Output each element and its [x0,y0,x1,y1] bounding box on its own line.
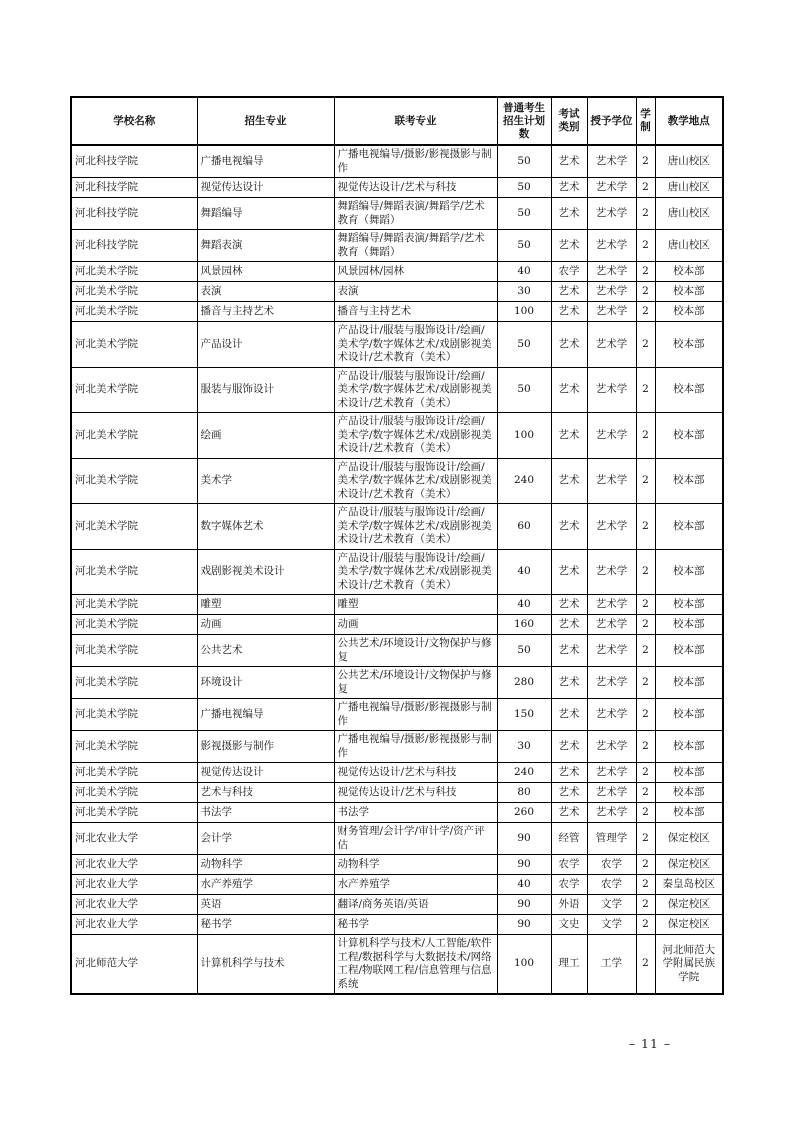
cell-planned-enrollment: 40 [497,875,551,895]
cell-study-duration: 2 [636,855,655,875]
cell-enrollment-major: 视觉传达设计 [197,763,334,783]
table-header-row [71,97,723,145]
cell-degree-conferred: 艺术学 [587,635,636,667]
cell-school-name: 河北美术学院 [71,322,197,368]
cell-study-duration: 2 [636,875,655,895]
cell-joint-exam-major: 视觉传达设计/艺术与科技 [334,783,497,803]
cell-enrollment-major: 美术学 [197,458,334,504]
cell-exam-category: 外语 [551,895,587,915]
cell-teaching-location: 校本部 [655,302,723,322]
cell-enrollment-major: 会计学 [197,823,334,855]
cell-degree-conferred: 艺术学 [587,230,636,262]
cell-enrollment-major: 戏剧影视美术设计 [197,549,334,595]
table-row [71,895,723,915]
page-number: – 11 – [628,1036,672,1051]
cell-study-duration: 2 [636,302,655,322]
cell-school-name: 河北美术学院 [71,699,197,731]
column-header-joint-exam-major: 联考专业 [334,97,497,145]
cell-degree-conferred: 农学 [587,875,636,895]
cell-school-name: 河北科技学院 [71,230,197,262]
table-row [71,803,723,823]
table-row [71,875,723,895]
cell-study-duration: 2 [636,803,655,823]
cell-degree-conferred: 文学 [587,895,636,915]
cell-school-name: 河北美术学院 [71,667,197,699]
cell-exam-category: 艺术 [551,803,587,823]
cell-exam-category: 艺术 [551,178,587,198]
cell-degree-conferred: 艺术学 [587,145,636,178]
cell-joint-exam-major: 书法学 [334,803,497,823]
cell-joint-exam-major: 财务管理/会计学/审计学/资产评估 [334,823,497,855]
cell-joint-exam-major: 视觉传达设计/艺术与科技 [334,763,497,783]
cell-planned-enrollment: 50 [497,635,551,667]
cell-school-name: 河北美术学院 [71,413,197,459]
cell-degree-conferred: 工学 [587,935,636,995]
cell-planned-enrollment: 150 [497,699,551,731]
cell-joint-exam-major: 播音与主持艺术 [334,302,497,322]
table-row [71,504,723,550]
table-row [71,823,723,855]
cell-study-duration: 2 [636,178,655,198]
cell-joint-exam-major: 视觉传达设计/艺术与科技 [334,178,497,198]
table-row [71,699,723,731]
cell-teaching-location: 校本部 [655,504,723,550]
cell-study-duration: 2 [636,549,655,595]
cell-study-duration: 2 [636,895,655,915]
cell-degree-conferred: 艺术学 [587,549,636,595]
cell-study-duration: 2 [636,367,655,413]
cell-enrollment-major: 计算机科学与技术 [197,935,334,995]
cell-enrollment-major: 环境设计 [197,667,334,699]
cell-school-name: 河北美术学院 [71,615,197,635]
cell-planned-enrollment: 30 [497,731,551,763]
cell-school-name: 河北农业大学 [71,875,197,895]
cell-school-name: 河北师范大学 [71,935,197,995]
cell-school-name: 河北农业大学 [71,895,197,915]
cell-joint-exam-major: 产品设计/服装与服饰设计/绘画/美术学/数字媒体艺术/戏剧影视美术设计/艺术教育（美术） [334,549,497,595]
cell-joint-exam-major: 动画 [334,615,497,635]
cell-degree-conferred: 农学 [587,855,636,875]
cell-study-duration: 2 [636,635,655,667]
cell-degree-conferred: 艺术学 [587,595,636,615]
cell-enrollment-major: 风景园林 [197,262,334,282]
table-row [71,198,723,230]
cell-joint-exam-major: 风景园林/园林 [334,262,497,282]
cell-degree-conferred: 艺术学 [587,413,636,459]
cell-study-duration: 2 [636,667,655,699]
cell-study-duration: 2 [636,230,655,262]
cell-exam-category: 艺术 [551,458,587,504]
cell-degree-conferred: 艺术学 [587,302,636,322]
cell-study-duration: 2 [636,322,655,368]
cell-enrollment-major: 数字媒体艺术 [197,504,334,550]
cell-exam-category: 艺术 [551,198,587,230]
cell-joint-exam-major: 翻译/商务英语/英语 [334,895,497,915]
cell-school-name: 河北农业大学 [71,915,197,935]
cell-exam-category: 艺术 [551,699,587,731]
cell-planned-enrollment: 100 [497,413,551,459]
cell-teaching-location: 校本部 [655,803,723,823]
cell-study-duration: 2 [636,783,655,803]
table-row [71,367,723,413]
cell-school-name: 河北科技学院 [71,145,197,178]
cell-school-name: 河北农业大学 [71,823,197,855]
cell-study-duration: 2 [636,823,655,855]
cell-enrollment-major: 播音与主持艺术 [197,302,334,322]
cell-degree-conferred: 艺术学 [587,367,636,413]
cell-enrollment-major: 秘书学 [197,915,334,935]
column-header-teaching-location: 教学地点 [655,97,723,145]
cell-planned-enrollment: 50 [497,198,551,230]
cell-school-name: 河北美术学院 [71,262,197,282]
cell-teaching-location: 校本部 [655,667,723,699]
cell-school-name: 河北美术学院 [71,595,197,615]
cell-enrollment-major: 广播电视编导 [197,699,334,731]
table-row [71,413,723,459]
cell-joint-exam-major: 计算机科学与技术/人工智能/软件工程/数据科学与大数据技术/网络工程/物联网工程/信息管理与信息系统 [334,935,497,995]
cell-school-name: 河北美术学院 [71,803,197,823]
column-header-planned-enrollment: 普通考生招生计划数 [497,97,551,145]
cell-teaching-location: 唐山校区 [655,178,723,198]
cell-teaching-location: 校本部 [655,615,723,635]
cell-school-name: 河北科技学院 [71,198,197,230]
cell-teaching-location: 唐山校区 [655,230,723,262]
cell-exam-category: 艺术 [551,322,587,368]
cell-school-name: 河北美术学院 [71,635,197,667]
cell-planned-enrollment: 30 [497,282,551,302]
cell-degree-conferred: 艺术学 [587,763,636,783]
cell-exam-category: 农学 [551,875,587,895]
cell-joint-exam-major: 秘书学 [334,915,497,935]
cell-school-name: 河北美术学院 [71,783,197,803]
cell-planned-enrollment: 80 [497,783,551,803]
cell-joint-exam-major: 广播电视编导/摄影/影视摄影与制作 [334,699,497,731]
cell-degree-conferred: 艺术学 [587,667,636,699]
table-row [71,302,723,322]
table-row [71,145,723,178]
cell-enrollment-major: 动物科学 [197,855,334,875]
cell-joint-exam-major: 公共艺术/环境设计/文物保护与修复 [334,667,497,699]
table-row [71,178,723,198]
cell-school-name: 河北美术学院 [71,731,197,763]
cell-joint-exam-major: 广播电视编导/摄影/影视摄影与制作 [334,145,497,178]
cell-school-name: 河北美术学院 [71,763,197,783]
cell-exam-category: 理工 [551,935,587,995]
cell-study-duration: 2 [636,935,655,995]
cell-enrollment-major: 广播电视编导 [197,145,334,178]
table-row [71,783,723,803]
column-header-school-name: 学校名称 [71,97,197,145]
cell-planned-enrollment: 40 [497,595,551,615]
cell-exam-category: 艺术 [551,230,587,262]
admissions-table [70,96,724,995]
table-row [71,458,723,504]
cell-enrollment-major: 公共艺术 [197,635,334,667]
cell-study-duration: 2 [636,615,655,635]
cell-teaching-location: 秦皇岛校区 [655,875,723,895]
cell-teaching-location: 校本部 [655,699,723,731]
table-body [71,145,723,994]
table-row [71,855,723,875]
cell-study-duration: 2 [636,198,655,230]
cell-joint-exam-major: 广播电视编导/摄影/影视摄影与制作 [334,731,497,763]
cell-degree-conferred: 艺术学 [587,803,636,823]
cell-enrollment-major: 艺术与科技 [197,783,334,803]
cell-degree-conferred: 艺术学 [587,322,636,368]
cell-study-duration: 2 [636,145,655,178]
table-row [71,595,723,615]
cell-study-duration: 2 [636,595,655,615]
cell-exam-category: 艺术 [551,367,587,413]
cell-exam-category: 艺术 [551,731,587,763]
cell-degree-conferred: 艺术学 [587,178,636,198]
cell-teaching-location: 校本部 [655,595,723,615]
cell-teaching-location: 保定校区 [655,915,723,935]
column-header-enrollment-major: 招生专业 [197,97,334,145]
cell-study-duration: 2 [636,282,655,302]
cell-exam-category: 艺术 [551,615,587,635]
cell-exam-category: 艺术 [551,504,587,550]
cell-teaching-location: 校本部 [655,322,723,368]
cell-school-name: 河北美术学院 [71,367,197,413]
cell-enrollment-major: 书法学 [197,803,334,823]
cell-joint-exam-major: 舞蹈编导/舞蹈表演/舞蹈学/艺术教育（舞蹈） [334,230,497,262]
cell-exam-category: 农学 [551,855,587,875]
cell-teaching-location: 校本部 [655,282,723,302]
cell-joint-exam-major: 公共艺术/环境设计/文物保护与修复 [334,635,497,667]
cell-planned-enrollment: 40 [497,549,551,595]
cell-study-duration: 2 [636,915,655,935]
cell-teaching-location: 校本部 [655,413,723,459]
table-row [71,230,723,262]
cell-planned-enrollment: 90 [497,915,551,935]
table-row [71,667,723,699]
cell-enrollment-major: 水产养殖学 [197,875,334,895]
cell-study-duration: 2 [636,458,655,504]
cell-degree-conferred: 艺术学 [587,504,636,550]
cell-planned-enrollment: 90 [497,823,551,855]
cell-enrollment-major: 视觉传达设计 [197,178,334,198]
column-header-degree-conferred: 授予学位 [587,97,636,145]
cell-study-duration: 2 [636,763,655,783]
cell-enrollment-major: 产品设计 [197,322,334,368]
cell-study-duration: 2 [636,699,655,731]
cell-joint-exam-major: 产品设计/服装与服饰设计/绘画/美术学/数字媒体艺术/戏剧影视美术设计/艺术教育（美术） [334,458,497,504]
column-header-study-duration: 学制 [636,97,655,145]
cell-teaching-location: 保定校区 [655,895,723,915]
cell-study-duration: 2 [636,731,655,763]
cell-exam-category: 文史 [551,915,587,935]
cell-exam-category: 艺术 [551,763,587,783]
cell-teaching-location: 唐山校区 [655,198,723,230]
cell-teaching-location: 唐山校区 [655,145,723,178]
cell-exam-category: 艺术 [551,413,587,459]
cell-school-name: 河北农业大学 [71,855,197,875]
cell-joint-exam-major: 产品设计/服装与服饰设计/绘画/美术学/数字媒体艺术/戏剧影视美术设计/艺术教育（美术） [334,413,497,459]
cell-planned-enrollment: 260 [497,803,551,823]
cell-joint-exam-major: 产品设计/服装与服饰设计/绘画/美术学/数字媒体艺术/戏剧影视美术设计/艺术教育（美术） [334,367,497,413]
cell-degree-conferred: 艺术学 [587,282,636,302]
cell-school-name: 河北美术学院 [71,504,197,550]
cell-planned-enrollment: 240 [497,458,551,504]
cell-planned-enrollment: 50 [497,367,551,413]
cell-planned-enrollment: 50 [497,230,551,262]
table-row [71,935,723,995]
cell-planned-enrollment: 50 [497,322,551,368]
cell-exam-category: 艺术 [551,302,587,322]
cell-teaching-location: 校本部 [655,458,723,504]
cell-planned-enrollment: 40 [497,262,551,282]
cell-enrollment-major: 英语 [197,895,334,915]
cell-exam-category: 艺术 [551,667,587,699]
table-row [71,763,723,783]
cell-school-name: 河北美术学院 [71,302,197,322]
cell-exam-category: 经管 [551,823,587,855]
table-row [71,615,723,635]
cell-joint-exam-major: 水产养殖学 [334,875,497,895]
cell-enrollment-major: 舞蹈表演 [197,230,334,262]
cell-planned-enrollment: 100 [497,302,551,322]
cell-exam-category: 艺术 [551,282,587,302]
cell-joint-exam-major: 产品设计/服装与服饰设计/绘画/美术学/数字媒体艺术/戏剧影视美术设计/艺术教育（美术） [334,504,497,550]
cell-enrollment-major: 动画 [197,615,334,635]
cell-planned-enrollment: 90 [497,855,551,875]
cell-joint-exam-major: 舞蹈编导/舞蹈表演/舞蹈学/艺术教育（舞蹈） [334,198,497,230]
cell-teaching-location: 校本部 [655,367,723,413]
table-row [71,322,723,368]
cell-teaching-location: 校本部 [655,262,723,282]
table-row [71,262,723,282]
cell-school-name: 河北美术学院 [71,458,197,504]
cell-exam-category: 艺术 [551,145,587,178]
cell-degree-conferred: 艺术学 [587,699,636,731]
cell-study-duration: 2 [636,262,655,282]
table-row [71,282,723,302]
cell-enrollment-major: 舞蹈编导 [197,198,334,230]
cell-degree-conferred: 艺术学 [587,262,636,282]
cell-enrollment-major: 表演 [197,282,334,302]
cell-planned-enrollment: 280 [497,667,551,699]
cell-degree-conferred: 艺术学 [587,783,636,803]
cell-joint-exam-major: 表演 [334,282,497,302]
cell-degree-conferred: 文学 [587,915,636,935]
cell-teaching-location: 校本部 [655,635,723,667]
cell-degree-conferred: 管理学 [587,823,636,855]
cell-planned-enrollment: 160 [497,615,551,635]
cell-exam-category: 艺术 [551,783,587,803]
table-row [71,915,723,935]
cell-exam-category: 艺术 [551,595,587,615]
cell-enrollment-major: 雕塑 [197,595,334,615]
cell-teaching-location: 校本部 [655,731,723,763]
cell-teaching-location: 保定校区 [655,823,723,855]
column-header-exam-category: 考试类别 [551,97,587,145]
cell-joint-exam-major: 产品设计/服装与服饰设计/绘画/美术学/数字媒体艺术/戏剧影视美术设计/艺术教育（美术） [334,322,497,368]
cell-joint-exam-major: 雕塑 [334,595,497,615]
cell-teaching-location: 河北师范大学附属民族学院 [655,935,723,995]
cell-school-name: 河北美术学院 [71,282,197,302]
table-row [71,731,723,763]
cell-study-duration: 2 [636,413,655,459]
cell-enrollment-major: 服装与服饰设计 [197,367,334,413]
cell-enrollment-major: 影视摄影与制作 [197,731,334,763]
cell-degree-conferred: 艺术学 [587,458,636,504]
cell-planned-enrollment: 50 [497,178,551,198]
cell-degree-conferred: 艺术学 [587,198,636,230]
cell-teaching-location: 校本部 [655,763,723,783]
cell-joint-exam-major: 动物科学 [334,855,497,875]
cell-exam-category: 艺术 [551,635,587,667]
cell-planned-enrollment: 50 [497,145,551,178]
cell-study-duration: 2 [636,504,655,550]
cell-degree-conferred: 艺术学 [587,731,636,763]
cell-exam-category: 农学 [551,262,587,282]
table-header [71,97,723,145]
cell-exam-category: 艺术 [551,549,587,595]
cell-enrollment-major: 绘画 [197,413,334,459]
cell-teaching-location: 校本部 [655,783,723,803]
cell-degree-conferred: 艺术学 [587,615,636,635]
cell-teaching-location: 保定校区 [655,855,723,875]
cell-planned-enrollment: 90 [497,895,551,915]
cell-teaching-location: 校本部 [655,549,723,595]
cell-school-name: 河北科技学院 [71,178,197,198]
table-row [71,635,723,667]
table-row [71,549,723,595]
cell-planned-enrollment: 100 [497,935,551,995]
cell-school-name: 河北美术学院 [71,549,197,595]
cell-planned-enrollment: 240 [497,763,551,783]
cell-planned-enrollment: 60 [497,504,551,550]
